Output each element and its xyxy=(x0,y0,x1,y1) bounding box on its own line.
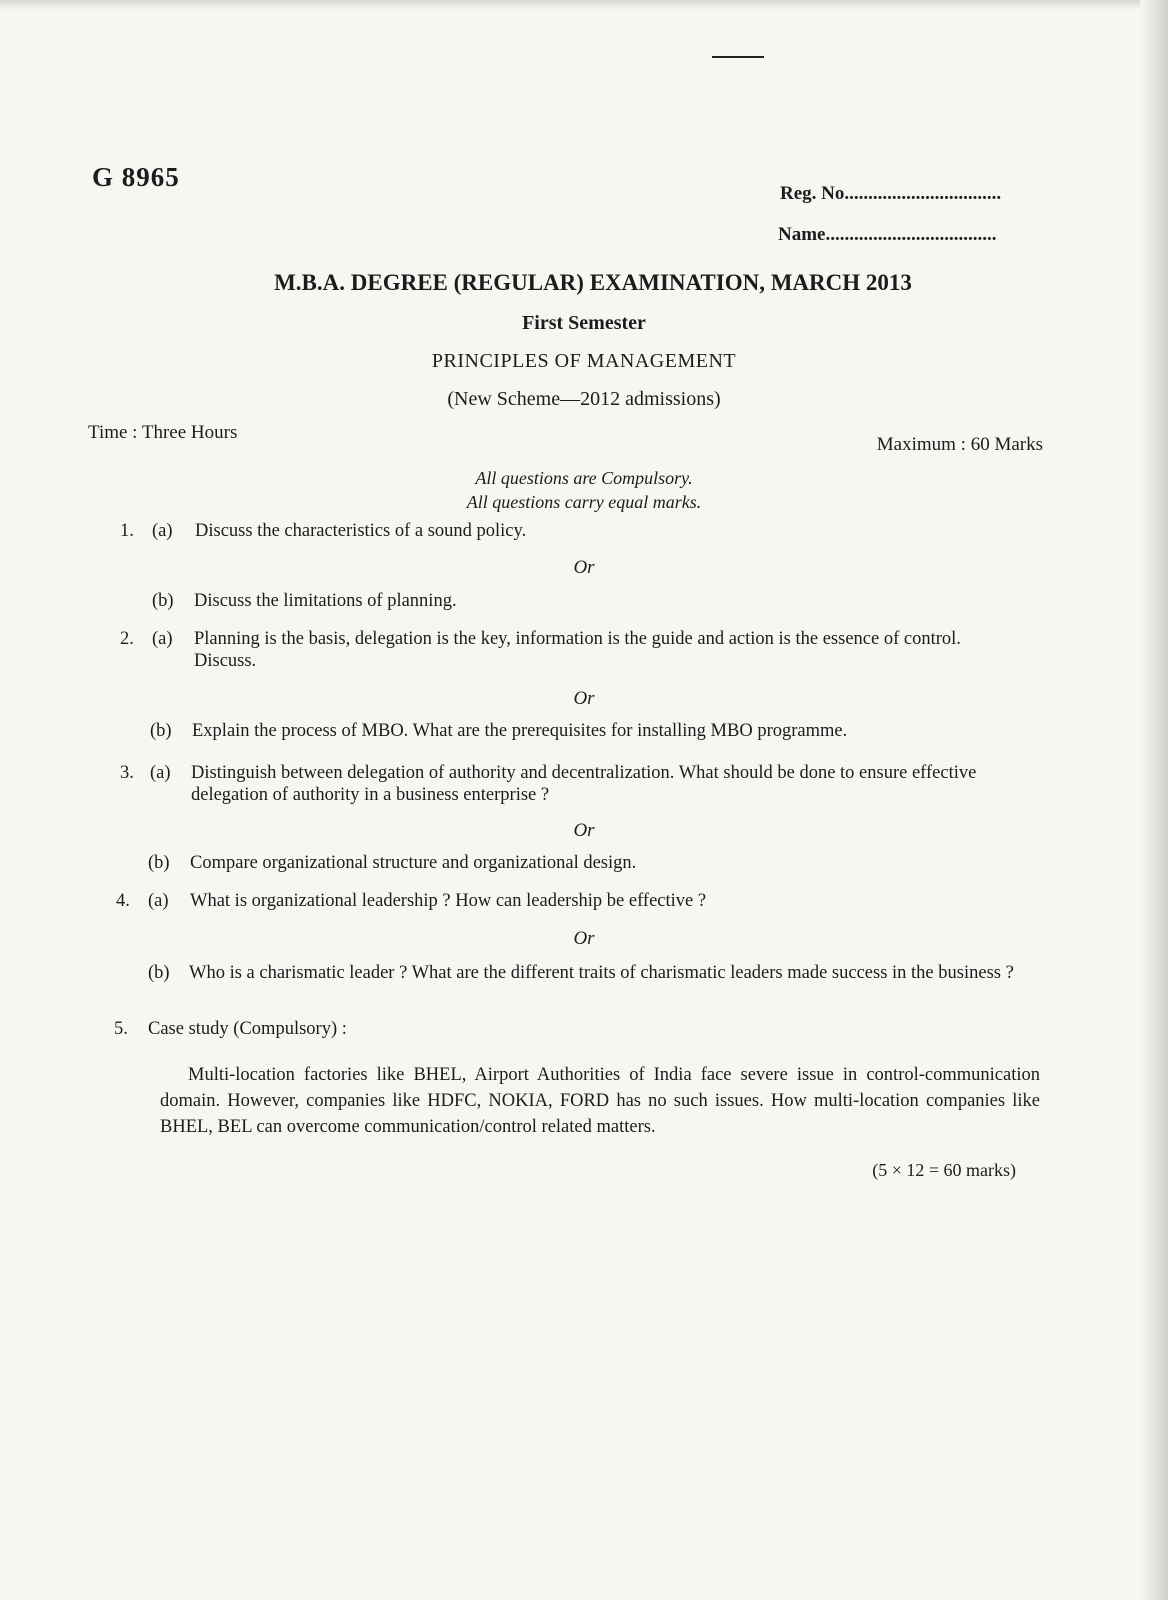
question-number: 3. xyxy=(120,763,134,783)
instruction-line: All questions are Compulsory. xyxy=(475,468,693,488)
question-number: 2. xyxy=(120,629,134,649)
case-study-text: Multi-location factories like BHEL, Airport Authorities of India face severe issue in control-communication domain. However, companies like HDFC, NOKIA, FORD has no such issues. How multi-location companies like BHEL, BEL can overcome communication/control related matters. xyxy=(160,1065,1040,1137)
question-text: Discuss the characteristics of a sound policy. xyxy=(195,521,527,541)
case-study-heading: Case study (Compulsory) : xyxy=(148,1019,347,1039)
maximum-marks: Maximum : 60 Marks xyxy=(876,434,1043,455)
question-text: Explain the process of MBO. What are the prerequisites for installing MBO programme. xyxy=(192,721,848,741)
paper-code: G 8965 xyxy=(92,162,180,192)
question-text: Discuss the limitations of planning. xyxy=(194,591,457,611)
exam-title xyxy=(0,270,1168,296)
question-text: Compare organizational structure and organizational design. xyxy=(190,853,637,873)
question-number: 1. xyxy=(120,521,134,541)
question-text: Who is a charismatic leader ? What are the different traits of charismatic leaders made success in the business ? xyxy=(189,963,1014,983)
part-label: (a) xyxy=(152,629,173,649)
or-separator: Or xyxy=(573,557,595,578)
part-label: (b) xyxy=(148,963,170,983)
question-number: 5. xyxy=(114,1019,128,1039)
scan-edge-top xyxy=(0,0,1168,10)
instructions xyxy=(0,466,1168,514)
part-label: (a) xyxy=(152,521,173,541)
subject-title: PRINCIPLES OF MANAGEMENT xyxy=(431,350,737,372)
part-label: (a) xyxy=(150,763,171,783)
question-text: Planning is the basis, delegation is the key, information is the guide and action is the essence of control. Discuss. xyxy=(194,629,961,671)
part-label: (b) xyxy=(152,591,174,611)
or-separator: Or xyxy=(573,820,595,841)
pen-mark xyxy=(712,56,764,58)
part-label: (b) xyxy=(148,853,170,873)
scheme-note: (New Scheme—2012 admissions) xyxy=(447,388,721,410)
part-label: (b) xyxy=(150,721,172,741)
question-text: Distinguish between delegation of authority and decentralization. What should be done to ensure effective delegation of authority in a business enterprise ? xyxy=(191,763,977,805)
semester: First Semester xyxy=(522,312,646,334)
or-separator: Or xyxy=(573,928,595,949)
instruction-line: All questions carry equal marks. xyxy=(466,492,702,512)
part-label: (a) xyxy=(148,891,169,911)
or-separator: Or xyxy=(573,688,595,709)
question-number: 4. xyxy=(116,891,130,911)
name-field: Name.................................... xyxy=(778,224,997,245)
question-text: What is organizational leadership ? How can leadership be effective ? xyxy=(190,891,707,911)
time-allowed: Time : Three Hours xyxy=(88,422,238,443)
exam-title-text: M.B.A. DEGREE (REGULAR) EXAMINATION, MARCH 2013 xyxy=(274,270,912,295)
reg-no-field: Reg. No................................. xyxy=(780,183,1002,204)
marks-summary: (5 × 12 = 60 marks) xyxy=(872,1160,1016,1180)
scan-edge-right xyxy=(1140,0,1168,1600)
